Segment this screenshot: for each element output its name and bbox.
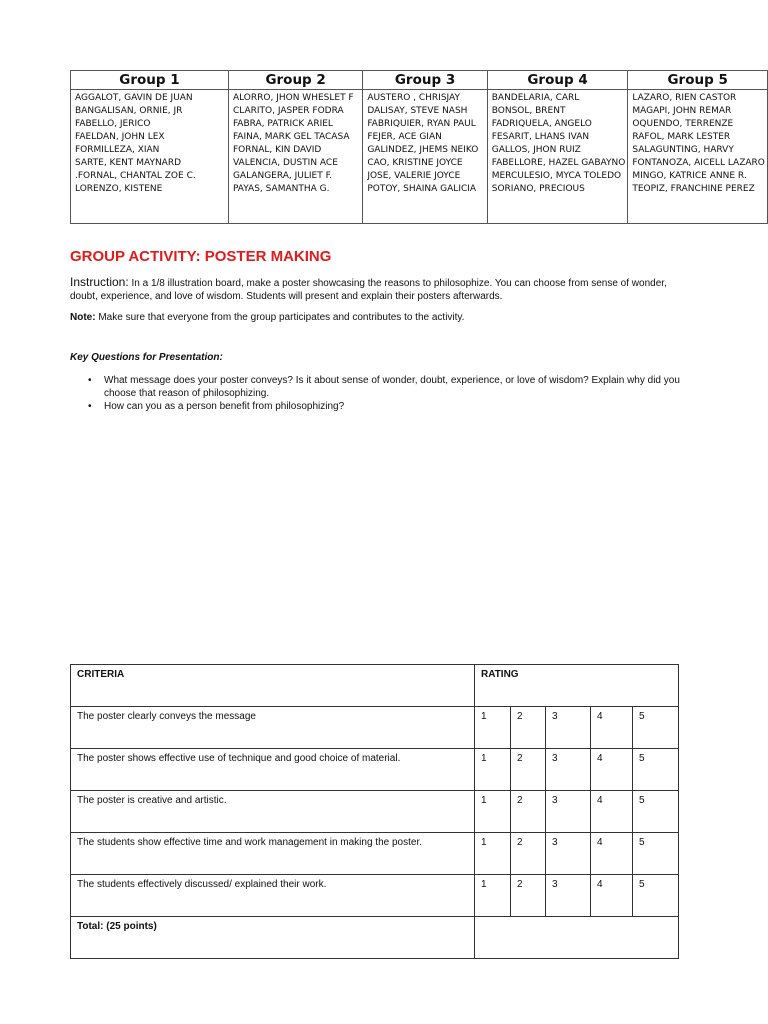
member: RAFOL, MARK LESTER bbox=[632, 132, 731, 142]
note-text: Make sure that everyone from the group participates and contributes to the activity. bbox=[95, 312, 465, 323]
rating-cell[interactable]: 5 bbox=[633, 833, 679, 875]
member: MINGO, KATRICE ANNE R. bbox=[632, 171, 747, 181]
rating-header: RATING bbox=[475, 665, 679, 707]
member: FABELLO, JERICO bbox=[75, 119, 151, 129]
criterion-cell: The poster clearly conveys the message bbox=[71, 707, 475, 749]
member: VALENCIA, DUSTIN ACE bbox=[232, 158, 338, 168]
group-3-header: Group 3 bbox=[363, 71, 487, 90]
member: SALAGUNTING, HARVY bbox=[632, 145, 734, 155]
member: MAGAPI, JOHN REMAR bbox=[632, 106, 732, 116]
rating-cell[interactable]: 2 bbox=[511, 875, 546, 917]
member: FORMILLEZA, XIAN bbox=[75, 145, 160, 155]
member: PAYAS, SAMANTHA G. bbox=[232, 184, 330, 194]
member: LAZARO, RIEN CASTOR bbox=[632, 93, 737, 103]
group-1-members bbox=[71, 90, 229, 224]
member: BONSOL, BRENT bbox=[491, 106, 566, 116]
member: AGGALOT, GAVIN DE JUAN bbox=[75, 93, 193, 103]
rating-cell[interactable]: 3 bbox=[546, 707, 591, 749]
member: TEOPIZ, FRANCHINE PEREZ bbox=[632, 184, 755, 194]
criterion-cell: The poster is creative and artistic. bbox=[71, 791, 475, 833]
table-row bbox=[71, 749, 679, 791]
group-4-header: Group 4 bbox=[487, 71, 628, 90]
member: FAELDAN, JOHN LEX bbox=[75, 132, 165, 142]
key-questions-label: Key Questions for Presentation: bbox=[70, 352, 223, 363]
activity-title: GROUP ACTIVITY: POSTER MAKING bbox=[70, 248, 332, 265]
key-questions-list bbox=[88, 374, 708, 413]
rating-cell[interactable]: 4 bbox=[591, 791, 633, 833]
member: FABRIQUIER, RYAN PAUL bbox=[367, 119, 476, 129]
rating-cell[interactable]: 3 bbox=[546, 875, 591, 917]
table-row bbox=[71, 833, 679, 875]
member: OQUENDO, TERRENZE bbox=[632, 119, 734, 129]
member: FAINA, MARK GEL TACASA bbox=[232, 132, 350, 142]
group-4-members bbox=[487, 90, 628, 224]
rating-cell[interactable]: 5 bbox=[633, 749, 679, 791]
table-row bbox=[71, 707, 679, 749]
member: GALLOS, JHON RUIZ bbox=[491, 145, 581, 155]
table-row bbox=[71, 791, 679, 833]
member: AUSTERO , CHRISJAY bbox=[367, 93, 460, 103]
rubric-header-row bbox=[71, 665, 679, 707]
group-5-header: Group 5 bbox=[628, 71, 768, 90]
member: FADRIQUELA, ANGELO bbox=[491, 119, 592, 129]
rating-cell[interactable]: 4 bbox=[591, 707, 633, 749]
member: FABELLORE, HAZEL GABAYNO bbox=[491, 158, 626, 168]
rating-cell[interactable]: 2 bbox=[511, 707, 546, 749]
member: FONTANOZA, AICELL LAZARO bbox=[632, 158, 765, 168]
rating-cell[interactable]: 3 bbox=[546, 791, 591, 833]
rating-cell[interactable]: 1 bbox=[475, 707, 511, 749]
member: LORENZO, KISTENE bbox=[75, 184, 163, 194]
rating-cell[interactable]: 4 bbox=[591, 875, 633, 917]
group-1-header: Group 1 bbox=[71, 71, 229, 90]
rating-cell[interactable]: 1 bbox=[475, 833, 511, 875]
member: FESARIT, LHANS IVAN bbox=[491, 132, 590, 142]
member: .FORNAL, CHANTAL ZOE C. bbox=[75, 171, 196, 181]
table-row bbox=[71, 875, 679, 917]
criterion-cell: The poster shows effective use of technique and good choice of material. bbox=[71, 749, 475, 791]
group-2-header: Group 2 bbox=[228, 71, 362, 90]
group-2-members bbox=[228, 90, 362, 224]
group-table bbox=[70, 70, 768, 224]
member: SORIANO, PRECIOUS bbox=[491, 184, 585, 194]
member: GALANGERA, JULIET F. bbox=[232, 171, 333, 181]
instruction-label: Instruction: bbox=[70, 275, 129, 289]
rating-cell[interactable]: 4 bbox=[591, 833, 633, 875]
rating-cell[interactable]: 5 bbox=[633, 875, 679, 917]
note-paragraph bbox=[70, 311, 690, 324]
total-row bbox=[71, 917, 679, 959]
group-header-row bbox=[71, 71, 768, 90]
member: MERCULESIO, MYCA TOLEDO bbox=[491, 171, 622, 181]
rating-cell[interactable]: 3 bbox=[546, 749, 591, 791]
member: ALORRO, JHON WHESLET F bbox=[232, 93, 354, 103]
member: CLARITO, JASPER FODRA bbox=[232, 106, 344, 116]
member: BANDELARIA, CARL bbox=[491, 93, 580, 103]
list-item: • How can you as a person benefit from philosophizing? bbox=[88, 400, 708, 413]
member: FORNAL, KIN DAVID bbox=[232, 145, 322, 155]
rating-cell[interactable]: 1 bbox=[475, 749, 511, 791]
list-item: • What message does your poster conveys? Is it about sense of wonder, doubt, experience, or love of wisdom? Explain why did you choose that reason of philosophizing. bbox=[88, 374, 708, 400]
member: GALINDEZ, JHEMS NEIKO bbox=[367, 145, 479, 155]
rating-cell[interactable]: 2 bbox=[511, 791, 546, 833]
note-label: Note: bbox=[70, 312, 96, 323]
total-label: Total: (25 points) bbox=[71, 917, 475, 959]
rating-cell[interactable]: 5 bbox=[633, 707, 679, 749]
rating-cell[interactable]: 1 bbox=[475, 791, 511, 833]
member: DALISAY, STEVE NASH bbox=[367, 106, 468, 116]
rating-cell[interactable]: 2 bbox=[511, 749, 546, 791]
group-5-members bbox=[628, 90, 768, 224]
instruction-paragraph bbox=[70, 276, 690, 303]
group-3-members bbox=[363, 90, 487, 224]
rating-cell[interactable]: 2 bbox=[511, 833, 546, 875]
rating-cell[interactable]: 1 bbox=[475, 875, 511, 917]
instruction-text: In a 1/8 illustration board, make a poster showcasing the reasons to philosophize. You can choose from sense of wonder, doubt, experience, and love of wisdom. Students will present and explain their posters afterwards. bbox=[70, 278, 667, 302]
rating-cell[interactable]: 4 bbox=[591, 749, 633, 791]
criterion-cell: The students show effective time and work management in making the poster. bbox=[71, 833, 475, 875]
member: FEJER, ACE GIAN bbox=[367, 132, 442, 142]
criterion-cell: The students effectively discussed/ explained their work. bbox=[71, 875, 475, 917]
rating-cell[interactable]: 3 bbox=[546, 833, 591, 875]
rating-cell[interactable]: 5 bbox=[633, 791, 679, 833]
member: FABRA, PATRICK ARIEL bbox=[232, 119, 333, 129]
group-members-row bbox=[71, 90, 768, 224]
member: POTOY, SHAINA GALICIA bbox=[367, 184, 477, 194]
rubric-table bbox=[70, 664, 679, 959]
member: CAO, KRISTINE JOYCE bbox=[367, 158, 463, 168]
total-score-cell[interactable] bbox=[475, 917, 679, 959]
member: SARTE, KENT MAYNARD bbox=[75, 158, 182, 168]
member: BANGALISAN, ORNIE, JR bbox=[75, 106, 183, 116]
criteria-header: CRITERIA bbox=[71, 665, 475, 707]
member: JOSE, VALERIE JOYCE bbox=[367, 171, 461, 181]
